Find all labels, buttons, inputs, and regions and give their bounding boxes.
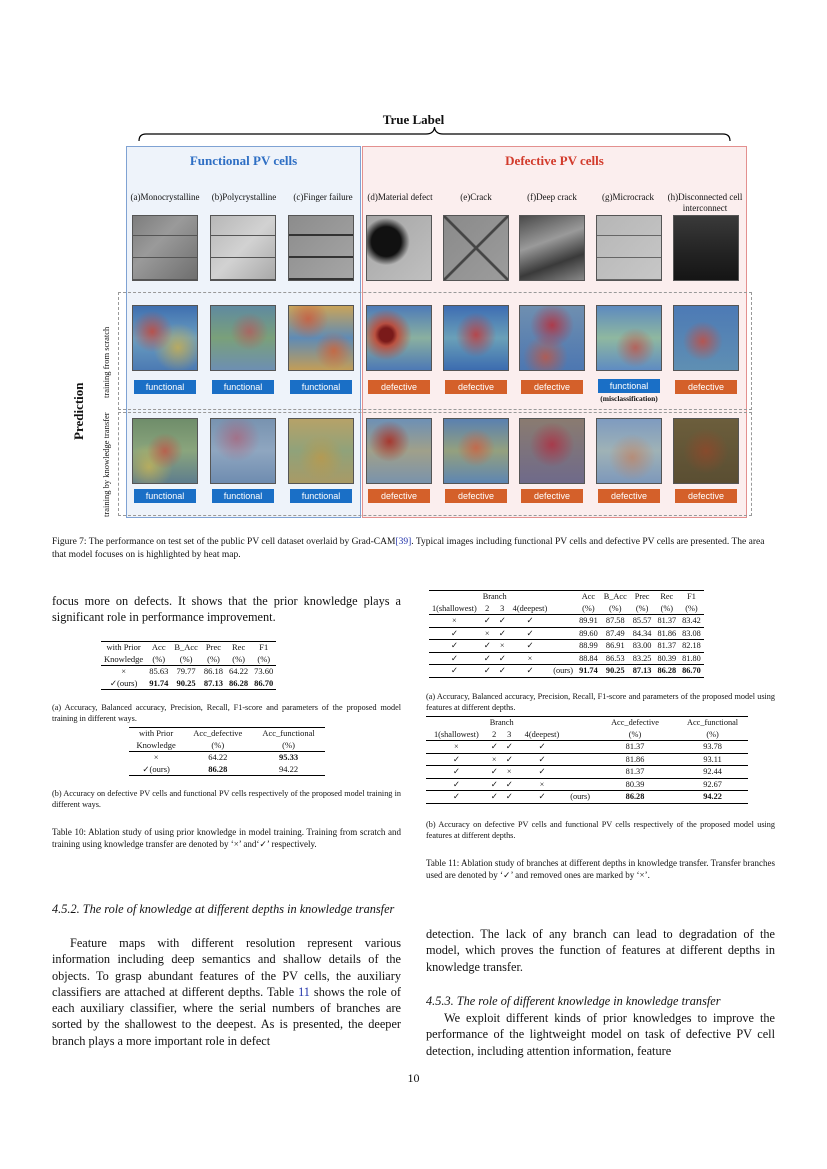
cell-image (443, 215, 509, 281)
prediction-badge: defective (675, 380, 737, 394)
heatmap-image (443, 305, 509, 371)
prediction-badge: functional (134, 489, 196, 503)
prediction-badge: defective (521, 380, 583, 394)
prediction-badge: functional (290, 489, 352, 503)
table-11a-caption: (a) Accuracy, Balanced accuracy, Precision, Recall, F1-score and parameters of the proposed model using features at different depths. (426, 692, 775, 712)
section-4-5-3-title: 4.5.3. The role of different knowledge in knowledge transfer (426, 994, 721, 1008)
page-number: 10 (407, 1071, 420, 1085)
table-11b-caption: (b) Accuracy on defective PV cells and functional PV cells respectively of the proposed model using features at different depths. (426, 820, 775, 840)
col-label: (d)Material defect (367, 192, 433, 202)
col-label: (f)Deep crack (527, 192, 577, 202)
prediction-label: Prediction (71, 382, 86, 440)
table-10a-caption: (a) Accuracy, Balanced accuracy, Precision, Recall, F1-score and parameters of the proposed model training in different ways. (52, 703, 401, 723)
table-11a: Branch Acc B_Acc Prec Rec F1 1(shallowest) 2 3 4(deepest) (%) (%) (%) (%) (%) × ✓ ✓ ✓ 89.91 87.58 85.57 81.37 83.42 ✓ × ✓ ✓ 89.60 87.49 84.34 81.86 83.08 ✓ ✓ × ✓ 88.99 86.91 83.00 81.37 82.18 ✓ ✓ ✓ × 88.84 86.53 83.25 80.39 81.80 ✓ ✓ ✓ ✓ (ours) 91.74 90.25 87.13 86.28 86.70 (429, 590, 704, 678)
heatmap-image (210, 305, 276, 371)
prediction-badge: defective (368, 380, 430, 394)
table-10b: with Prior Acc_defective Acc_functional Knowledge (%) (%) × 64.22 95.33 ✓(ours) 86.28 94.22 (129, 727, 325, 776)
heatmap-image (673, 305, 739, 371)
cell-image (519, 215, 585, 281)
heatmap-image (288, 418, 354, 484)
col-label: (b)Polycrystalline (211, 192, 277, 202)
figure-caption: Figure 7: The performance on test set of the public PV cell dataset overlaid by Grad-CAM[39]. Typical images including functional PV cells and defective PV cells are presented. The area that model focuses on is highlighted by heat map. (52, 537, 765, 560)
functional-title: Functional PV cells (189, 153, 298, 168)
table-10a: with Prior Acc B_Acc Prec Rec F1 Knowledge (%) (%) (%) (%) (%) × 85.63 79.77 86.18 64.22 73.60 ✓(ours) 91.74 90.25 87.13 86.28 86.70 (101, 641, 276, 690)
heatmap-image (673, 418, 739, 484)
section-4-5-2-title: 4.5.2. The role of knowledge at different depths in knowledge transfer (52, 902, 395, 916)
prediction-badge: functional (212, 380, 274, 394)
figure-true-label: True Label (382, 112, 445, 127)
misclassification-note: (misclassification) (600, 394, 658, 403)
prediction-badge: defective (675, 489, 737, 503)
prediction-badge: functional (134, 380, 196, 394)
table-11-link[interactable]: 11 (298, 984, 310, 999)
row-label-transfer: training by knowledge transfer (101, 412, 111, 517)
prediction-badge: defective (368, 489, 430, 503)
prediction-badge: functional (290, 380, 352, 394)
col-label: (e)Crack (460, 192, 492, 202)
cell-image (288, 215, 354, 281)
heatmap-image (596, 305, 662, 371)
prediction-badge: defective (598, 489, 660, 503)
prediction-badge: defective (445, 380, 507, 394)
col-label: (h)Disconnected cell interconnect (667, 192, 743, 213)
cell-image (596, 215, 662, 281)
true-label-brace (138, 126, 731, 142)
heatmap-image (288, 305, 354, 371)
heatmap-image (443, 418, 509, 484)
cell-image (366, 215, 432, 281)
heatmap-image (210, 418, 276, 484)
table-10-caption: Table 10: Ablation study of using prior knowledge in model training. Training from scratch and training using knowledge transfer are denoted by ‘×’ and‘✓’ respectively. (52, 827, 401, 849)
heatmap-image (519, 305, 585, 371)
prediction-badge: defective (521, 489, 583, 503)
heatmap-image (366, 418, 432, 484)
citation-link[interactable]: [39] (395, 537, 412, 547)
right-paragraph-1: detection. The lack of any branch can lead to degradation of the model, which proves the function of features at different depths in knowledge transfer. (426, 927, 775, 974)
left-paragraph-2: Feature maps with different resolution represent various information including deep semantics and shallow details of the objects. To grasp abundant features of the PV cells, the auxiliary classifiers are attached at different depths. Table 11 shows the role of each auxiliary classifier, where the serial numbers of branches are sorted by the shallowest to the deepest. As is presented, the deeper branch plays a more important role in defect (52, 936, 401, 1048)
row-label-scratch: training from scratch (101, 326, 111, 398)
cell-image (210, 215, 276, 281)
heatmap-image (132, 305, 198, 371)
prediction-badge: defective (445, 489, 507, 503)
cell-image (132, 215, 198, 281)
left-paragraph-1: focus more on defects. It shows that the prior knowledge plays a significant role in performance improvement. (52, 594, 401, 625)
table-11-caption: Table 11: Ablation study of branches at different depths in knowledge transfer. Transfer branches used are denoted by ‘✓’ and removed ones are marked by ‘×’. (426, 858, 775, 880)
right-paragraph-2: We exploit different kinds of prior knowledges to improve the performance of the lightweight model on task of defective PV cell detection, including attention information, feature (426, 1011, 775, 1058)
heatmap-image (519, 418, 585, 484)
prediction-badge: functional (598, 379, 660, 393)
heatmap-image (596, 418, 662, 484)
col-label: (a)Monocrystalline (130, 192, 200, 202)
heatmap-image (132, 418, 198, 484)
cell-image (673, 215, 739, 281)
table-11b: Branch Acc_defective Acc_functional 1(shallowest) 2 3 4(deepest) (%) (%) × ✓ ✓ ✓ 81.37 93.78 ✓ × ✓ ✓ 81.86 93.11 ✓ ✓ × ✓ 81.37 92.44 ✓ ✓ ✓ × 80.39 92.67 ✓ ✓ ✓ ✓ (ours) 86.28 94.22 (426, 716, 748, 804)
col-label: (c)Finger failure (293, 192, 353, 202)
col-label: (g)Microcrack (602, 192, 654, 202)
prediction-badge: functional (212, 489, 274, 503)
defective-title: Defective PV cells (505, 153, 604, 168)
heatmap-image (366, 305, 432, 371)
table-10b-caption: (b) Accuracy on defective PV cells and functional PV cells respectively of the proposed model training in different ways. (52, 789, 401, 809)
